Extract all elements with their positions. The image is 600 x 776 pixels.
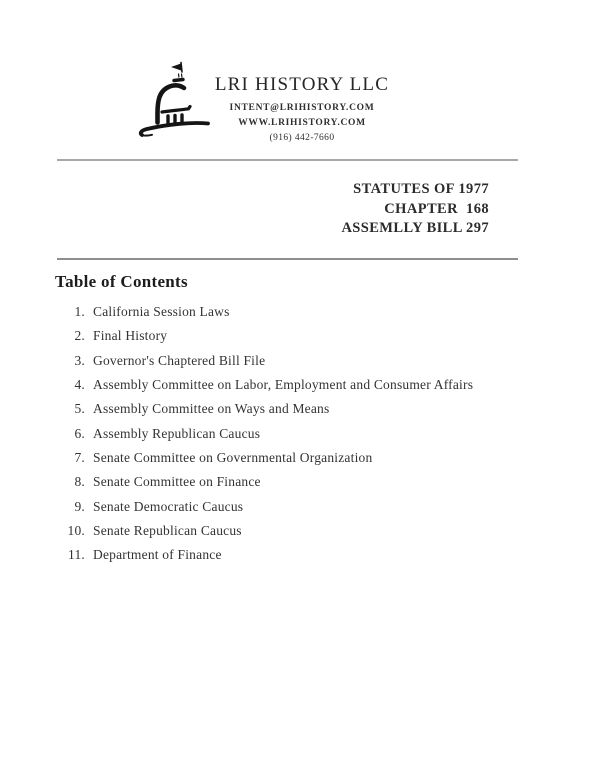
toc-item <box>55 421 535 445</box>
toc-item-label: California Session Laws <box>93 304 230 320</box>
toc-item <box>55 349 535 373</box>
logo-flag <box>171 64 181 71</box>
toc-item <box>55 373 535 397</box>
toc-title: Table of Contents <box>55 272 188 291</box>
toc-item <box>55 300 535 324</box>
company-email: INTENT@LRIHISTORY.COM <box>229 103 375 113</box>
toc-item-label: Final History <box>93 328 168 344</box>
toc-item-label: Assembly Committee on Labor, Employment and Consumer Affairs <box>93 377 474 393</box>
toc-item-number: 3. <box>74 352 85 368</box>
company-name: LRI HISTORY LLC <box>214 74 390 95</box>
toc-item <box>55 470 535 494</box>
company-website: WWW.LRIHISTORY.COM <box>238 118 366 128</box>
toc-item-label: Senate Democratic Caucus <box>93 498 244 514</box>
toc-item-number: 2. <box>74 328 85 344</box>
toc-item <box>55 543 535 567</box>
toc-item-number: 9. <box>74 498 85 514</box>
document-reference <box>341 180 489 239</box>
toc-item-number: 6. <box>74 425 85 441</box>
toc-item-number: 5. <box>74 401 85 417</box>
toc-item-number: 10. <box>67 522 85 538</box>
toc-item <box>55 519 535 543</box>
chapter-line: CHAPTER 168 <box>384 200 489 217</box>
horizontal-rule-bottom <box>57 258 518 260</box>
toc-item-label: Senate Committee on Finance <box>93 474 261 490</box>
toc-item-label: Department of Finance <box>93 547 222 563</box>
toc-list <box>55 300 535 567</box>
toc-item-number: 7. <box>74 449 85 465</box>
toc-item-label: Assembly Republican Caucus <box>93 425 261 441</box>
toc-item-label: Governor's Chaptered Bill File <box>93 352 266 368</box>
statutes-line: STATUTES OF 1977 <box>353 181 489 197</box>
toc-item <box>55 397 535 421</box>
toc-item-label: Senate Committee on Governmental Organization <box>93 449 373 465</box>
toc-item-number: 8. <box>74 474 85 490</box>
letterhead <box>0 74 600 146</box>
toc-item-label: Senate Republican Caucus <box>93 522 242 538</box>
toc-item <box>55 324 535 348</box>
company-phone: (916) 442-7660 <box>269 133 335 143</box>
toc-item-number: 4. <box>74 377 85 393</box>
horizontal-rule-top <box>57 159 518 161</box>
toc-item-number: 1. <box>74 304 85 320</box>
toc-item-label: Assembly Committee on Ways and Means <box>93 401 330 417</box>
assembly-bill-line: ASSEMLLY BILL 297 <box>341 220 489 237</box>
toc-item <box>55 494 535 518</box>
toc-item-number: 11. <box>68 547 85 563</box>
toc-item <box>55 446 535 470</box>
